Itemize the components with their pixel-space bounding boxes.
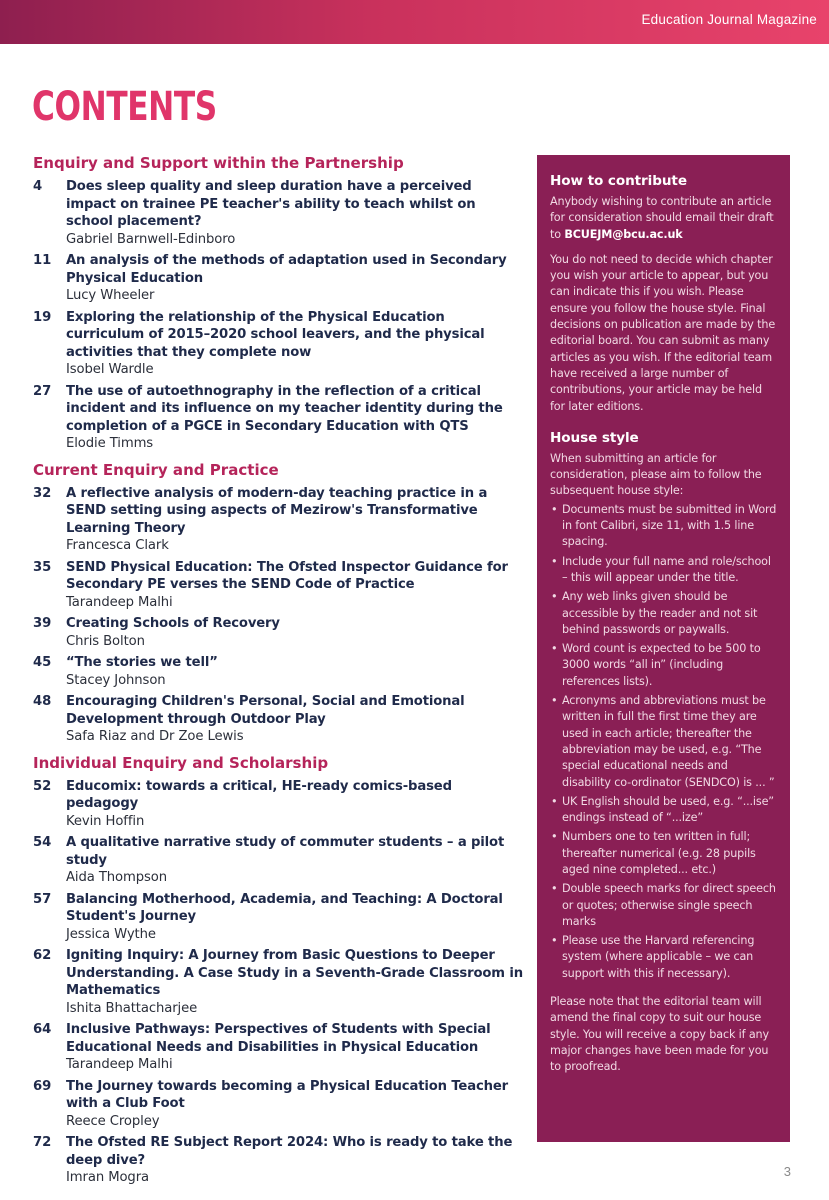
page-title: CONTENTS — [32, 84, 217, 130]
toc-entry[interactable] — [33, 485, 523, 555]
entry-title: Does sleep quality and sleep duration have a perceived impact on trainee PE teacher's ability to teach whilst on school placement? — [66, 179, 476, 229]
entry-page-number: 69 — [33, 1078, 52, 1094]
entry-author: Lucy Wheeler — [66, 288, 155, 303]
entry-page-number: 57 — [33, 891, 52, 907]
house-style-item — [550, 829, 778, 878]
entry-title: Creating Schools of Recovery — [66, 616, 280, 631]
toc-entry[interactable] — [33, 891, 523, 944]
entry-author: Imran Mogra — [66, 1170, 150, 1185]
house-style-item — [550, 933, 778, 982]
section-heading: Current Enquiry and Practice — [33, 460, 279, 479]
entry-page-number: 64 — [33, 1022, 52, 1037]
entry-page-number: 62 — [33, 948, 52, 963]
house-style-text: Double speech marks for direct speech or quotes; otherwise single speech marks — [562, 882, 776, 928]
toc-entry[interactable] — [33, 178, 523, 248]
bullet-icon: • — [551, 554, 558, 568]
house-style-intro: When submitting an article for consideration, please aim to follow the subsequent house style: — [550, 451, 762, 498]
entry-page-number: 35 — [33, 559, 52, 575]
toc-entry[interactable] — [33, 834, 523, 887]
entry-page-number: 45 — [33, 655, 52, 670]
toc-entry[interactable] — [33, 309, 523, 379]
entry-author: Isobel Wardle — [66, 362, 154, 377]
entry-author: Gabriel Barnwell-Edinboro — [66, 231, 236, 247]
contribute-heading: How to contribute — [550, 173, 687, 189]
entry-title: The Journey towards becoming a Physical Education Teacher with a Club Foot — [66, 1078, 509, 1111]
house-style-item — [550, 641, 778, 690]
house-style-list — [550, 502, 778, 982]
entry-title: The use of autoethnography in the reflection of a critical incident and its influence on my teacher identity during the completion of a PGCE in Secondary Education with QTS — [66, 383, 503, 434]
bullet-icon: • — [551, 590, 558, 604]
magazine-name: Education Journal Magazine — [641, 12, 817, 27]
entry-page-number: 4 — [33, 179, 43, 194]
toc-entry[interactable] — [33, 559, 523, 612]
contribute-body: You do not need to decide which chapter you wish your article to appear, but you can indicate this if you wish. Please ensure you follow the house style. Final decisions on publication are made by the editorial board. You can submit as many articles as you wish. If the editorial team have received a large number of contributions, your article may be held for later editions. — [550, 252, 776, 413]
bullet-icon: • — [551, 502, 558, 516]
table-of-contents — [33, 150, 523, 1187]
entry-title: The Ofsted RE Subject Report 2024: Who is ready to take the deep dive? — [66, 1135, 513, 1168]
entry-title: Inclusive Pathways: Perspectives of Students with Special Educational Needs and Disabilities in Physical Education — [66, 1022, 491, 1055]
house-style-text: Please use the Harvard referencing system (where applicable – we can support with this if necessary). — [562, 934, 755, 980]
contribute-intro: Anybody wishing to contribute an article for consideration should email their draft to BCUEJM@bcu.ac.uk — [550, 195, 774, 241]
entry-page-number: 39 — [33, 616, 52, 631]
house-style-item — [550, 502, 778, 551]
entry-page-number: 52 — [33, 778, 52, 794]
house-style-item — [550, 881, 778, 930]
entry-author: Reece Cropley — [66, 1113, 160, 1129]
entry-title: Educomix: towards a critical, HE-ready comics-based pedagogy — [66, 778, 452, 811]
entry-page-number: 19 — [33, 309, 52, 325]
entry-title: Balancing Motherhood, Academia, and Teaching: A Doctoral Student's Journey — [66, 891, 503, 924]
toc-entry[interactable] — [33, 1078, 523, 1131]
entry-title: “The stories we tell” — [66, 655, 218, 670]
entry-author: Ishita Bhattacharjee — [66, 1000, 198, 1016]
toc-entry[interactable] — [33, 1134, 523, 1187]
entry-author: Jessica Wythe — [66, 926, 156, 942]
entry-page-number: 27 — [33, 383, 52, 399]
house-style-item — [550, 693, 778, 791]
entry-page-number: 11 — [33, 253, 52, 268]
entry-title: Encouraging Children's Personal, Social and Emotional Development through Outdoor Play — [66, 694, 465, 727]
toc-entry[interactable] — [33, 615, 523, 650]
entry-author: Stacey Johnson — [66, 672, 166, 688]
entry-author: Kevin Hoffin — [66, 813, 145, 829]
toc-entry[interactable] — [33, 252, 523, 305]
bullet-icon: • — [551, 934, 558, 948]
entry-title: A reflective analysis of modern-day teaching practice in a SEND setting using aspects of Mezirow's Transformative Learning Theory — [66, 485, 488, 536]
entry-author: Tarandeep Malhi — [66, 1057, 173, 1072]
bullet-icon: • — [551, 642, 558, 656]
house-style-closing: Please note that the editorial team will amend the final copy to suit our house style. You will receive a copy back if any major changes have been made for you to proofread. — [550, 995, 769, 1074]
house-style-heading: House style — [550, 429, 639, 446]
entry-author: Francesca Clark — [66, 538, 169, 553]
header-bar — [0, 0, 829, 44]
toc-entry[interactable] — [33, 778, 523, 831]
entry-author: Tarandeep Malhi — [66, 594, 173, 610]
bullet-icon: • — [551, 794, 558, 808]
entry-author: Chris Bolton — [66, 633, 145, 649]
bullet-icon: • — [551, 694, 558, 708]
page-number: 3 — [783, 1164, 791, 1179]
house-style-text: Include your full name and role/school – this will appear under the title. — [562, 554, 771, 584]
contribute-sidebar — [537, 155, 790, 1142]
entry-author: Elodie Timms — [66, 436, 154, 451]
house-style-item — [550, 554, 778, 587]
toc-entry[interactable] — [33, 947, 523, 1017]
entry-title: A qualitative narrative study of commuter students – a pilot study — [66, 835, 505, 868]
house-style-item — [550, 794, 778, 827]
house-style-item — [550, 589, 778, 638]
entry-title: Igniting Inquiry: A Journey from Basic Questions to Deeper Understanding. A Case Study in a Seventh-Grade Classroom in Mathematics — [66, 948, 523, 998]
entry-page-number: 32 — [33, 485, 52, 501]
bullet-icon: • — [551, 882, 558, 896]
entry-author: Safa Riaz and Dr Zoe Lewis — [66, 729, 244, 744]
contribute-email-link[interactable]: BCUEJM@bcu.ac.uk — [564, 227, 683, 241]
section-heading: Individual Enquiry and Scholarship — [33, 753, 329, 772]
toc-entry[interactable] — [33, 654, 523, 689]
house-style-text: Any web links given should be accessible by the reader and not sit behind passwords or paywalls. — [562, 590, 758, 636]
house-style-text: Numbers one to ten written in full; thereafter numerical (e.g. 28 pupils aged nine completed... etc.) — [562, 830, 756, 876]
entry-page-number: 54 — [33, 835, 52, 850]
entry-title: Exploring the relationship of the Physical Education curriculum of 2015–2020 school leavers, and the physical activities that they complete now — [66, 309, 485, 360]
entry-title: SEND Physical Education: The Ofsted Inspector Guidance for Secondary PE verses the SEND Code of Practice — [66, 559, 508, 592]
entry-author: Aida Thompson — [66, 870, 168, 885]
bullet-icon: • — [551, 830, 558, 844]
house-style-text: Acronyms and abbreviations must be written in full the first time they are used in each article; thereafter the abbreviation may be used, e.g. “The special educational needs and disability co-ordinator (SENDCO) is ... ” — [562, 694, 775, 789]
house-style-text: Documents must be submitted in Word in font Calibri, size 11, with 1.5 line spacing. — [562, 502, 777, 549]
toc-entry[interactable] — [33, 693, 523, 746]
entry-page-number: 48 — [33, 694, 52, 709]
house-style-text: Word count is expected to be 500 to 3000 words “all in” (including references lists). — [562, 642, 761, 688]
toc-entry[interactable] — [33, 1021, 523, 1074]
house-style-text: UK English should be used, e.g. “...ise” endings instead of “...ize” — [562, 794, 774, 825]
toc-entry[interactable] — [33, 383, 523, 453]
section-heading: Enquiry and Support within the Partnership — [33, 154, 404, 172]
entry-title: An analysis of the methods of adaptation used in Secondary Physical Education — [66, 253, 507, 286]
entry-page-number: 72 — [33, 1135, 52, 1150]
